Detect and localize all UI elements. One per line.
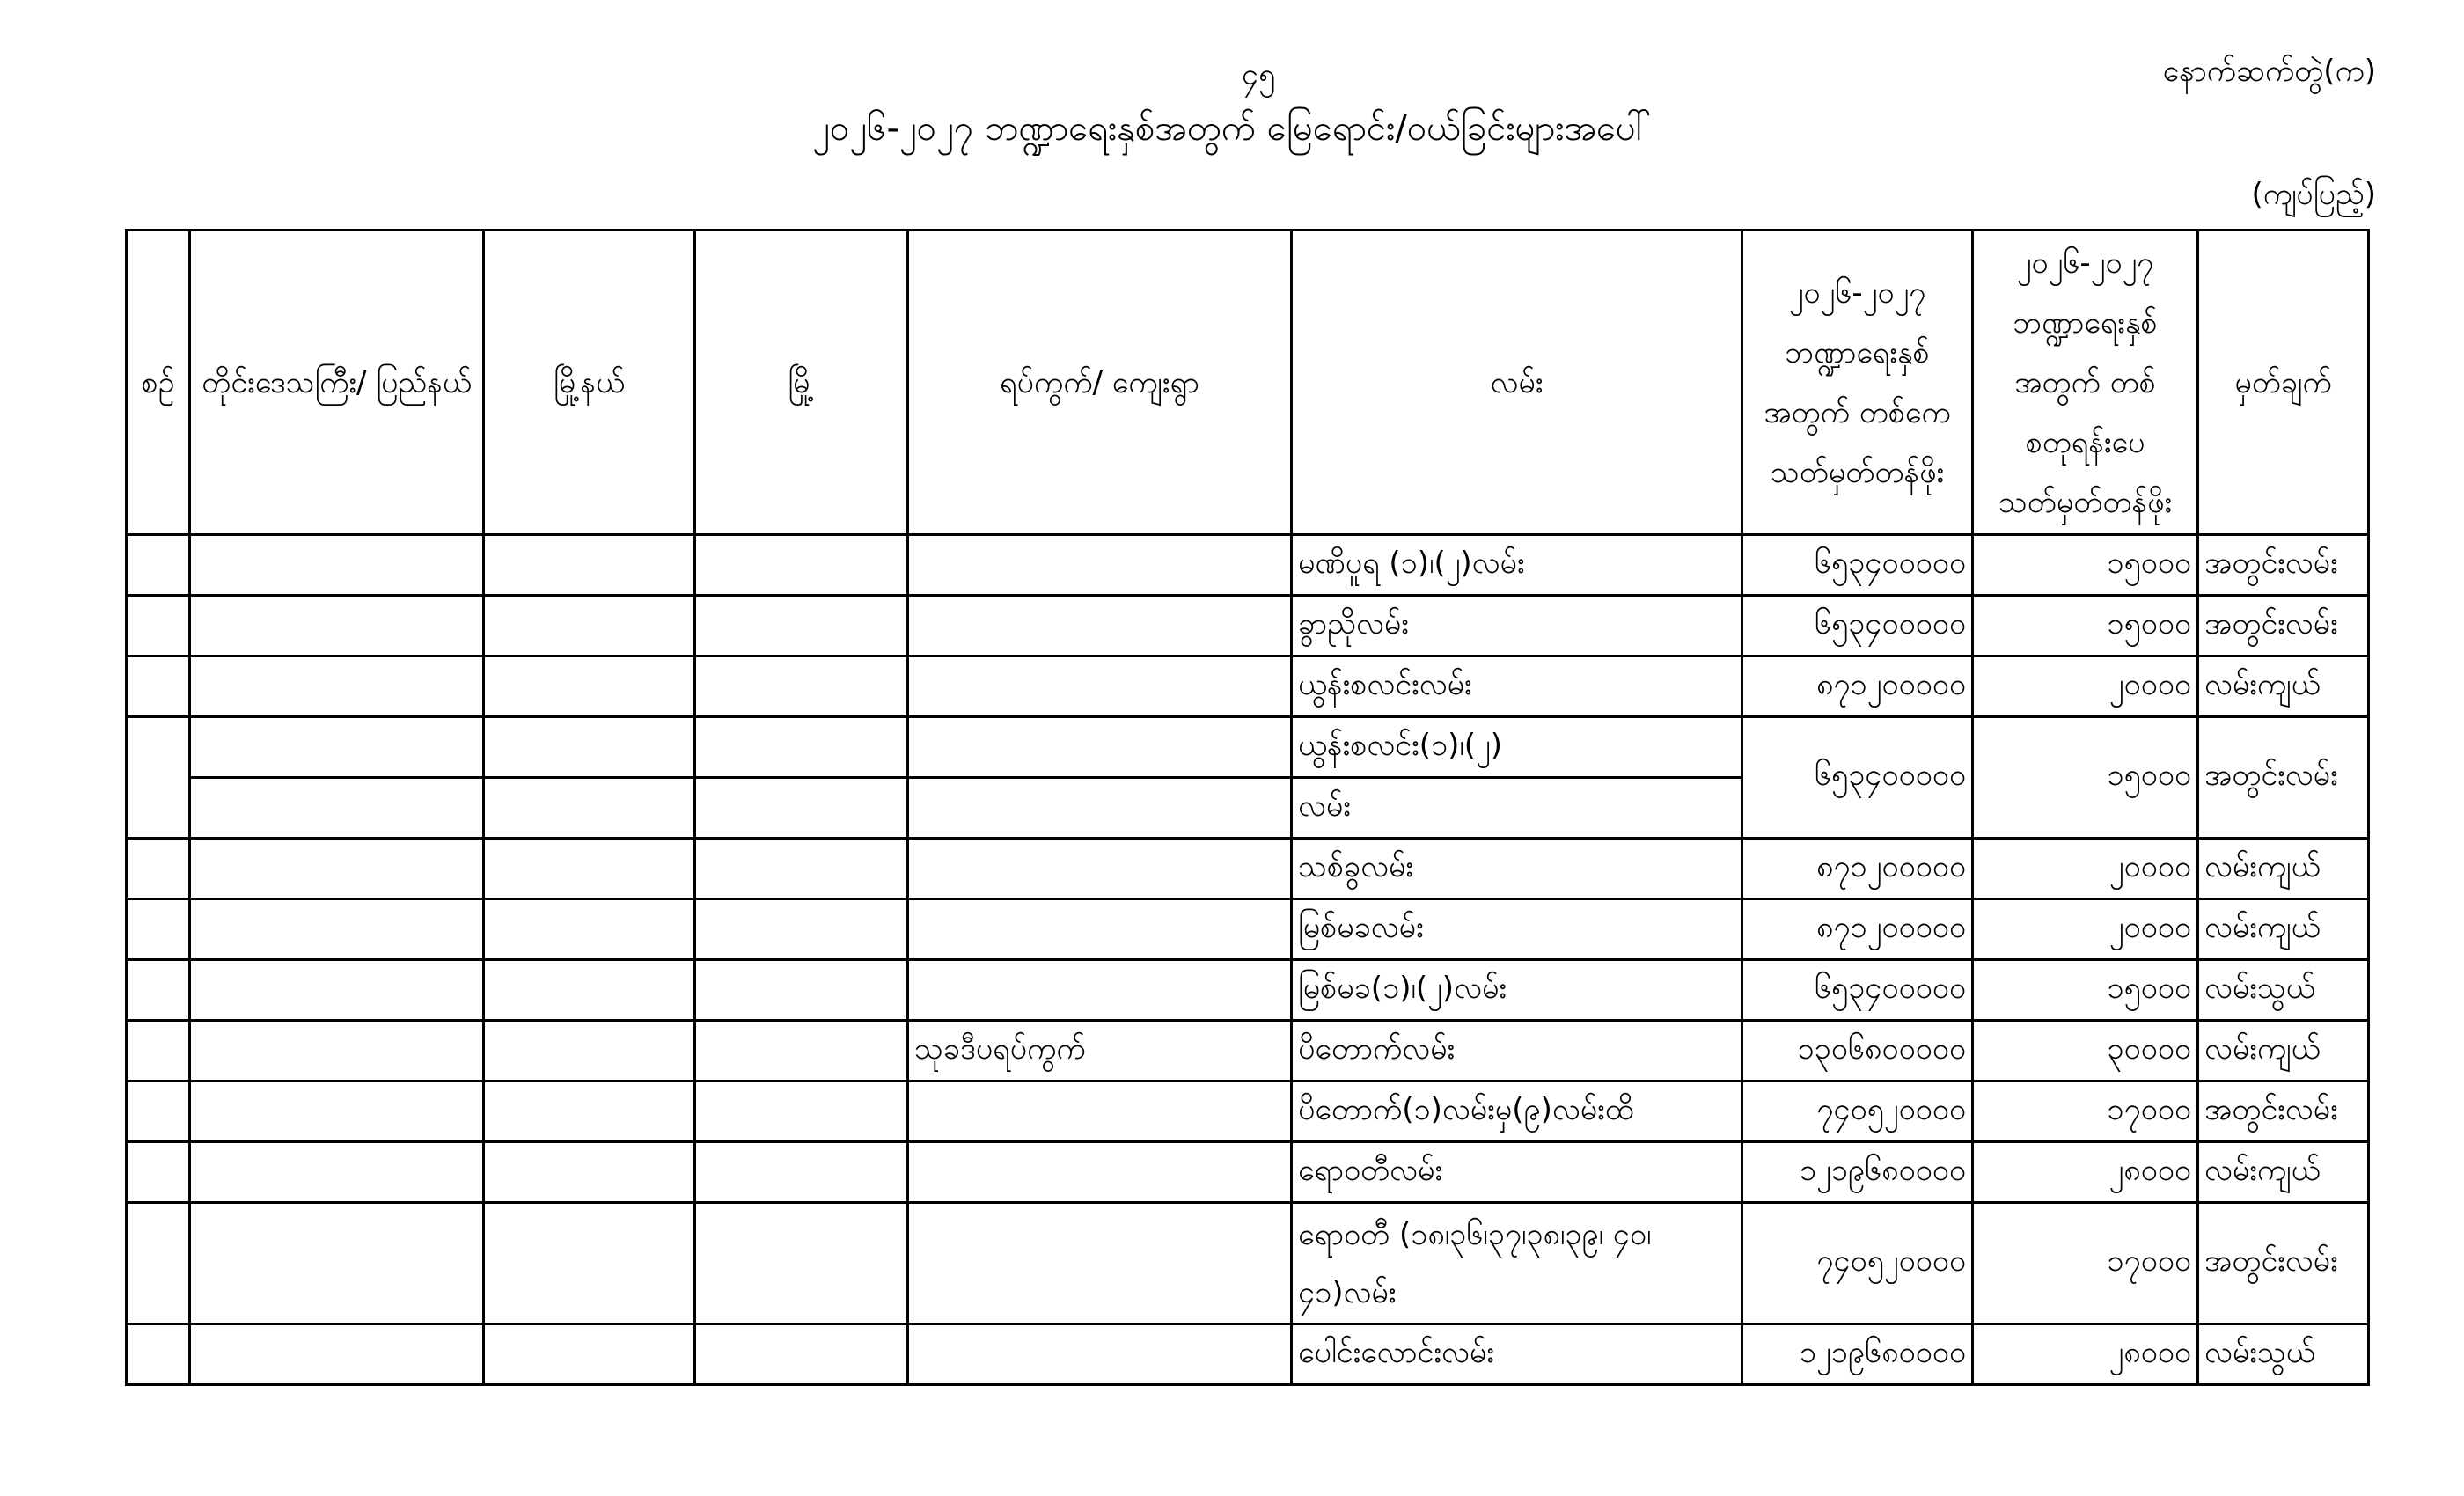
cell-remark: အတွင်းလမ်း	[2198, 717, 2369, 839]
cell-remark: အတွင်းလမ်း	[2198, 596, 2369, 656]
cell-remark: အတွင်းလမ်း	[2198, 1082, 2369, 1142]
annex-label: နောက်ဆက်တွဲ(က)	[2162, 54, 2376, 89]
cell-town	[695, 717, 908, 778]
cell-ward	[908, 1142, 1292, 1203]
currency-unit-label: (ကျပ်ပြည့်)	[2251, 177, 2376, 212]
cell-remark: လမ်းကျယ်	[2198, 839, 2369, 899]
cell-town	[695, 778, 908, 839]
cell-street: ခွာညိုလမ်း	[1292, 596, 1742, 656]
cell-town	[695, 1021, 908, 1082]
cell-no	[127, 596, 190, 656]
cell-value-b: ၂၀၀၀၀	[1973, 899, 2198, 960]
header-street: လမ်း	[1292, 231, 1742, 535]
cell-value-b: ၁၇၀၀၀	[1973, 1082, 2198, 1142]
cell-region	[190, 1142, 484, 1203]
cell-township	[484, 535, 695, 596]
cell-region	[190, 899, 484, 960]
cell-township	[484, 899, 695, 960]
cell-region	[190, 778, 484, 839]
cell-township	[484, 839, 695, 899]
table-row	[127, 656, 2369, 717]
cell-no	[127, 1142, 190, 1203]
header-ward-village: ရပ်ကွက်/ ကျေးရွာ	[908, 231, 1292, 535]
cell-no	[127, 839, 190, 899]
document-title: ၂၀၂၆-၂၀၂၇ ဘဏ္ဍာရေးနှစ်အတွက် မြေရောင်း/ဝယ်ခြင်းများအပေါ်	[812, 108, 1652, 149]
cell-township	[484, 1203, 695, 1324]
cell-value-b: ၁၇၀၀၀	[1973, 1203, 2198, 1324]
table-row	[127, 1082, 2369, 1142]
cell-street: မြစ်မခလမ်း	[1292, 899, 1742, 960]
table-row	[127, 596, 2369, 656]
cell-value-a: ၈၇၁၂၀၀၀၀၀	[1742, 656, 1973, 717]
cell-street: ပိတောက်လမ်း	[1292, 1021, 1742, 1082]
cell-remark: လမ်းသွယ်	[2198, 1324, 2369, 1385]
cell-ward	[908, 1082, 1292, 1142]
header-remark: မှတ်ချက်	[2198, 231, 2369, 535]
table-row	[127, 717, 2369, 778]
cell-value-a: ၈၇၁၂၀၀၀၀၀	[1742, 899, 1973, 960]
cell-value-a: ၁၂၁၉၆၈၀၀၀၀	[1742, 1324, 1973, 1385]
cell-no	[127, 899, 190, 960]
cell-remark: အတွင်းလမ်း	[2198, 535, 2369, 596]
cell-remark: လမ်းကျယ်	[2198, 899, 2369, 960]
cell-town	[695, 1082, 908, 1142]
cell-town	[695, 839, 908, 899]
cell-town	[695, 899, 908, 960]
page-number: ၄၅	[1241, 57, 1276, 92]
cell-region	[190, 1082, 484, 1142]
cell-region	[190, 596, 484, 656]
cell-street-line1: ယွန်းစလင်း(၁)၊(၂)	[1292, 717, 1742, 778]
cell-value-b: ၂၈၀၀၀	[1973, 1142, 2198, 1203]
cell-value-a: ၆၅၃၄၀၀၀၀၀	[1742, 717, 1973, 839]
cell-value-a: ၈၇၁၂၀၀၀၀၀	[1742, 839, 1973, 899]
cell-street: ရောဝတီ (၁၈၊၃၆၊၃၇၊၃၈၊၃၉၊ ၄၀၊၄၁)လမ်း	[1292, 1203, 1742, 1324]
cell-value-b: ၁၅၀၀၀	[1973, 717, 2198, 839]
cell-region	[190, 1203, 484, 1324]
cell-no	[127, 656, 190, 717]
cell-ward	[908, 778, 1292, 839]
table-row	[127, 960, 2369, 1021]
header-value-per-sqft: ၂၀၂၆-၂၀၂၇ ဘဏ္ဍာရေးနှစ် အတွက် တစ်စတုရန်းပေ သတ်မှတ်တန်ဖိုး	[1973, 231, 2198, 535]
cell-region	[190, 1021, 484, 1082]
cell-street: ပိတောက်(၁)လမ်းမှ(၉)လမ်းထိ	[1292, 1082, 1742, 1142]
table-row	[127, 839, 2369, 899]
table-row	[127, 1203, 2369, 1324]
cell-ward	[908, 960, 1292, 1021]
cell-value-a: ၇၄၀၅၂၀၀၀၀	[1742, 1082, 1973, 1142]
cell-ward	[908, 656, 1292, 717]
table-row	[127, 535, 2369, 596]
cell-town	[695, 960, 908, 1021]
cell-value-b: ၂၀၀၀၀	[1973, 656, 2198, 717]
cell-township	[484, 1324, 695, 1385]
cell-township	[484, 1082, 695, 1142]
cell-no	[127, 1021, 190, 1082]
cell-remark: လမ်းကျယ်	[2198, 656, 2369, 717]
cell-no	[127, 960, 190, 1021]
cell-value-b: ၁၅၀၀၀	[1973, 596, 2198, 656]
cell-no	[127, 1324, 190, 1385]
cell-ward: သုခဒီပရပ်ကွက်	[908, 1021, 1292, 1082]
cell-township	[484, 717, 695, 778]
cell-ward	[908, 1203, 1292, 1324]
cell-region	[190, 1324, 484, 1385]
cell-town	[695, 1324, 908, 1385]
cell-township	[484, 596, 695, 656]
header-town: မြို့	[695, 231, 908, 535]
cell-town	[695, 596, 908, 656]
cell-value-a: ၆၅၃၄၀၀၀၀၀	[1742, 596, 1973, 656]
header-value-per-acre: ၂၀၂၆-၂၀၂၇ ဘဏ္ဍာရေးနှစ် အတွက် တစ်ကေ သတ်မှတ်တန်ဖိုး	[1742, 231, 1973, 535]
cell-street: မဏိပူရ (၁)၊(၂)လမ်း	[1292, 535, 1742, 596]
cell-value-b: ၂၀၀၀၀	[1973, 839, 2198, 899]
cell-value-a: ၁၃၀၆၈၀၀၀၀၀	[1742, 1021, 1973, 1082]
cell-township	[484, 1142, 695, 1203]
cell-ward	[908, 717, 1292, 778]
header-no: စဉ်	[127, 231, 190, 535]
cell-street: ပေါင်းလောင်းလမ်း	[1292, 1324, 1742, 1385]
cell-value-a: ၆၅၃၄၀၀၀၀၀	[1742, 960, 1973, 1021]
cell-ward	[908, 1324, 1292, 1385]
cell-ward	[908, 899, 1292, 960]
cell-street: ယွန်းစလင်းလမ်း	[1292, 656, 1742, 717]
cell-value-b: ၁၅၀၀၀	[1973, 535, 2198, 596]
cell-township	[484, 778, 695, 839]
cell-region	[190, 717, 484, 778]
cell-remark: လမ်းသွယ်	[2198, 960, 2369, 1021]
cell-street: ရောဝတီလမ်း	[1292, 1142, 1742, 1203]
header-region: တိုင်းဒေသကြီး/ ပြည်နယ်	[190, 231, 484, 535]
table-row	[127, 1324, 2369, 1385]
cell-street: မြစ်မခ(၁)၊(၂)လမ်း	[1292, 960, 1742, 1021]
land-value-table	[125, 229, 2370, 1386]
header-township: မြို့နယ်	[484, 231, 695, 535]
cell-town	[695, 1203, 908, 1324]
cell-town	[695, 1142, 908, 1203]
cell-remark: လမ်းကျယ်	[2198, 1142, 2369, 1203]
cell-value-a: ၁၂၁၉၆၈၀၀၀၀	[1742, 1142, 1973, 1203]
cell-region	[190, 535, 484, 596]
cell-region	[190, 839, 484, 899]
table-header-row	[127, 231, 2369, 535]
table-row	[127, 1142, 2369, 1203]
cell-ward	[908, 839, 1292, 899]
cell-street-line2: လမ်း	[1292, 778, 1742, 839]
cell-region	[190, 960, 484, 1021]
cell-no	[127, 1082, 190, 1142]
cell-street: သစ်ခွလမ်း	[1292, 839, 1742, 899]
cell-region	[190, 656, 484, 717]
cell-remark: အတွင်းလမ်း	[2198, 1203, 2369, 1324]
cell-value-b: ၃၀၀၀၀	[1973, 1021, 2198, 1082]
cell-remark: လမ်းကျယ်	[2198, 1021, 2369, 1082]
table-row	[127, 899, 2369, 960]
cell-no	[127, 1203, 190, 1324]
cell-township	[484, 960, 695, 1021]
cell-no	[127, 717, 190, 839]
cell-township	[484, 656, 695, 717]
cell-value-b: ၁၅၀၀၀	[1973, 960, 2198, 1021]
cell-value-a: ၇၄၀၅၂၀၀၀၀	[1742, 1203, 1973, 1324]
cell-town	[695, 656, 908, 717]
table-row	[127, 1021, 2369, 1082]
cell-township	[484, 1021, 695, 1082]
cell-town	[695, 535, 908, 596]
cell-value-a: ၆၅၃၄၀၀၀၀၀	[1742, 535, 1973, 596]
cell-ward	[908, 535, 1292, 596]
cell-ward	[908, 596, 1292, 656]
cell-value-b: ၂၈၀၀၀	[1973, 1324, 2198, 1385]
cell-no	[127, 535, 190, 596]
